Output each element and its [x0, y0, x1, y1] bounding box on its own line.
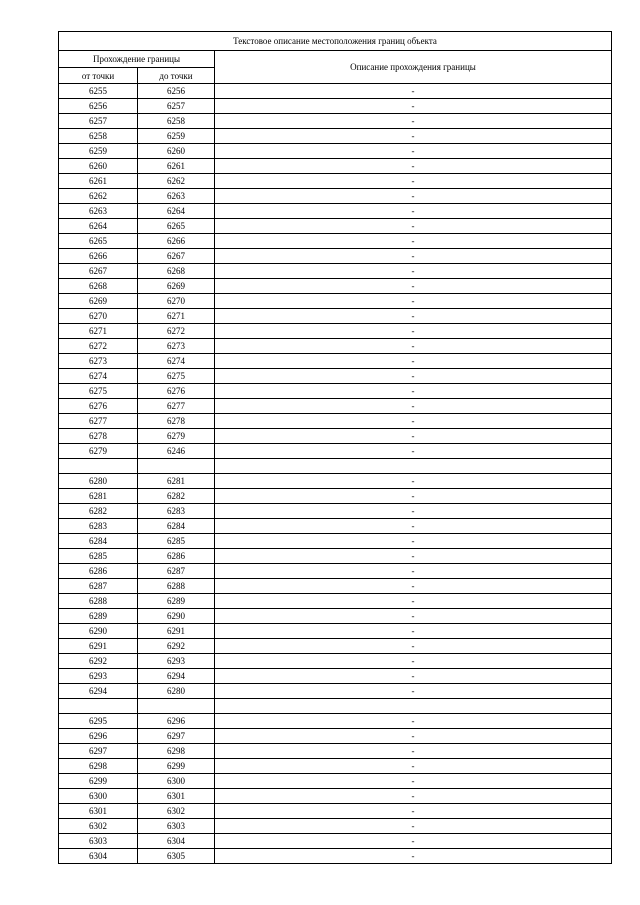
column-header-to: до точки	[138, 68, 215, 84]
cell-to-point: 6275	[138, 369, 215, 384]
boundary-table	[58, 31, 612, 864]
cell-to-point: 6292	[138, 639, 215, 654]
cell-to-point: 6272	[138, 324, 215, 339]
cell-to-point: 6297	[138, 729, 215, 744]
cell-description: -	[215, 354, 612, 369]
cell-to-point: 6267	[138, 249, 215, 264]
table-row	[59, 324, 612, 339]
cell-to-point: 6285	[138, 534, 215, 549]
cell-from-point: 6297	[59, 744, 138, 759]
cell-to-point: 6298	[138, 744, 215, 759]
cell-from-point: 6267	[59, 264, 138, 279]
cell-description: -	[215, 549, 612, 564]
table-row	[59, 474, 612, 489]
table-row	[59, 669, 612, 684]
cell-description: -	[215, 669, 612, 684]
cell-description: -	[215, 144, 612, 159]
table-row	[59, 444, 612, 459]
cell-to-point: 6260	[138, 144, 215, 159]
cell-to-point: 6270	[138, 294, 215, 309]
table-row	[59, 354, 612, 369]
table-row	[59, 204, 612, 219]
cell-from-point: 6256	[59, 99, 138, 114]
cell-to-point: 6274	[138, 354, 215, 369]
cell-to-point: 6280	[138, 684, 215, 699]
cell-from-point: 6266	[59, 249, 138, 264]
cell-from-point: 6265	[59, 234, 138, 249]
table-row	[59, 804, 612, 819]
cell-description	[215, 459, 612, 474]
cell-to-point: 6303	[138, 819, 215, 834]
cell-to-point: 6293	[138, 654, 215, 669]
cell-description: -	[215, 429, 612, 444]
cell-to-point: 6302	[138, 804, 215, 819]
cell-description: -	[215, 594, 612, 609]
cell-description: -	[215, 249, 612, 264]
cell-description: -	[215, 714, 612, 729]
table-row	[59, 609, 612, 624]
cell-to-point: 6300	[138, 774, 215, 789]
cell-description: -	[215, 369, 612, 384]
cell-description: -	[215, 174, 612, 189]
cell-description: -	[215, 99, 612, 114]
table-row	[59, 519, 612, 534]
cell-from-point: 6276	[59, 399, 138, 414]
cell-to-point: 6277	[138, 399, 215, 414]
cell-from-point: 6270	[59, 309, 138, 324]
cell-description: -	[215, 534, 612, 549]
cell-to-point: 6296	[138, 714, 215, 729]
cell-to-point: 6290	[138, 609, 215, 624]
table-row	[59, 399, 612, 414]
table-row	[59, 144, 612, 159]
cell-from-point: 6268	[59, 279, 138, 294]
cell-to-point: 6258	[138, 114, 215, 129]
cell-description: -	[215, 519, 612, 534]
cell-description: -	[215, 489, 612, 504]
cell-description: -	[215, 294, 612, 309]
cell-to-point: 6263	[138, 189, 215, 204]
table-row	[59, 429, 612, 444]
cell-from-point: 6286	[59, 564, 138, 579]
cell-to-point: 6301	[138, 789, 215, 804]
cell-description: -	[215, 399, 612, 414]
cell-to-point: 6305	[138, 849, 215, 864]
table-row	[59, 249, 612, 264]
cell-to-point: 6265	[138, 219, 215, 234]
cell-from-point: 6304	[59, 849, 138, 864]
cell-description: -	[215, 189, 612, 204]
cell-description: -	[215, 264, 612, 279]
cell-to-point: 6278	[138, 414, 215, 429]
cell-to-point: 6291	[138, 624, 215, 639]
cell-from-point	[59, 699, 138, 714]
cell-description: -	[215, 819, 612, 834]
cell-to-point: 6273	[138, 339, 215, 354]
table-row	[59, 459, 612, 474]
cell-to-point: 6257	[138, 99, 215, 114]
cell-from-point: 6277	[59, 414, 138, 429]
column-header-description: Описание прохождения границы	[215, 51, 612, 84]
table-row	[59, 714, 612, 729]
cell-description: -	[215, 639, 612, 654]
table-row	[59, 99, 612, 114]
cell-description: -	[215, 849, 612, 864]
cell-from-point: 6284	[59, 534, 138, 549]
cell-from-point: 6264	[59, 219, 138, 234]
table-row	[59, 114, 612, 129]
cell-description: -	[215, 579, 612, 594]
cell-from-point: 6274	[59, 369, 138, 384]
cell-to-point: 6266	[138, 234, 215, 249]
cell-description: -	[215, 339, 612, 354]
table-row	[59, 744, 612, 759]
table-row	[59, 849, 612, 864]
table-row	[59, 279, 612, 294]
cell-to-point: 6262	[138, 174, 215, 189]
cell-from-point: 6281	[59, 489, 138, 504]
column-group-header: Прохождение границы	[59, 51, 215, 68]
cell-description: -	[215, 474, 612, 489]
table-row	[59, 789, 612, 804]
cell-to-point: 6256	[138, 84, 215, 99]
cell-from-point: 6302	[59, 819, 138, 834]
cell-description: -	[215, 684, 612, 699]
cell-from-point: 6271	[59, 324, 138, 339]
cell-from-point: 6292	[59, 654, 138, 669]
cell-from-point	[59, 459, 138, 474]
cell-from-point: 6278	[59, 429, 138, 444]
table-row	[59, 264, 612, 279]
cell-description: -	[215, 504, 612, 519]
table-row	[59, 504, 612, 519]
cell-to-point: 6299	[138, 759, 215, 774]
cell-from-point: 6289	[59, 609, 138, 624]
table-row	[59, 309, 612, 324]
cell-to-point: 6283	[138, 504, 215, 519]
cell-from-point: 6269	[59, 294, 138, 309]
cell-to-point: 6279	[138, 429, 215, 444]
table-row	[59, 594, 612, 609]
table-row	[59, 579, 612, 594]
table-row	[59, 84, 612, 99]
table-body	[59, 84, 612, 864]
cell-from-point: 6272	[59, 339, 138, 354]
column-header-from: от точки	[59, 68, 138, 84]
table-row	[59, 639, 612, 654]
cell-to-point: 6286	[138, 549, 215, 564]
cell-to-point	[138, 699, 215, 714]
cell-description: -	[215, 309, 612, 324]
cell-to-point: 6284	[138, 519, 215, 534]
cell-from-point: 6257	[59, 114, 138, 129]
cell-description: -	[215, 804, 612, 819]
cell-from-point: 6288	[59, 594, 138, 609]
cell-description: -	[215, 564, 612, 579]
table-row	[59, 414, 612, 429]
cell-description: -	[215, 129, 612, 144]
table-row	[59, 129, 612, 144]
cell-from-point: 6293	[59, 669, 138, 684]
cell-to-point: 6287	[138, 564, 215, 579]
cell-description: -	[215, 114, 612, 129]
table-row	[59, 159, 612, 174]
cell-to-point: 6288	[138, 579, 215, 594]
table-row	[59, 174, 612, 189]
table-row	[59, 234, 612, 249]
cell-description: -	[215, 744, 612, 759]
cell-description: -	[215, 654, 612, 669]
cell-from-point: 6283	[59, 519, 138, 534]
cell-from-point: 6273	[59, 354, 138, 369]
table-row	[59, 384, 612, 399]
table-row	[59, 549, 612, 564]
cell-to-point: 6304	[138, 834, 215, 849]
cell-description: -	[215, 789, 612, 804]
cell-from-point: 6255	[59, 84, 138, 99]
table-title: Текстовое описание местоположения границ объекта	[59, 32, 612, 51]
cell-to-point: 6281	[138, 474, 215, 489]
cell-to-point: 6276	[138, 384, 215, 399]
cell-to-point: 6294	[138, 669, 215, 684]
table-row	[59, 339, 612, 354]
cell-description: -	[215, 834, 612, 849]
cell-description: -	[215, 84, 612, 99]
cell-description: -	[215, 324, 612, 339]
cell-from-point: 6294	[59, 684, 138, 699]
table-row	[59, 654, 612, 669]
cell-description: -	[215, 609, 612, 624]
cell-from-point: 6299	[59, 774, 138, 789]
cell-description: -	[215, 729, 612, 744]
cell-to-point: 6289	[138, 594, 215, 609]
cell-from-point: 6280	[59, 474, 138, 489]
table-row	[59, 294, 612, 309]
cell-from-point: 6259	[59, 144, 138, 159]
table-row	[59, 684, 612, 699]
cell-from-point: 6301	[59, 804, 138, 819]
cell-description: -	[215, 234, 612, 249]
cell-to-point: 6269	[138, 279, 215, 294]
cell-from-point: 6285	[59, 549, 138, 564]
cell-description: -	[215, 624, 612, 639]
table-row	[59, 819, 612, 834]
table-row	[59, 534, 612, 549]
cell-description: -	[215, 279, 612, 294]
table-row	[59, 189, 612, 204]
cell-description: -	[215, 204, 612, 219]
table-row	[59, 834, 612, 849]
cell-from-point: 6298	[59, 759, 138, 774]
cell-from-point: 6258	[59, 129, 138, 144]
table-row	[59, 759, 612, 774]
cell-from-point: 6287	[59, 579, 138, 594]
cell-from-point: 6300	[59, 789, 138, 804]
cell-description: -	[215, 774, 612, 789]
cell-to-point: 6282	[138, 489, 215, 504]
cell-from-point: 6303	[59, 834, 138, 849]
cell-from-point: 6291	[59, 639, 138, 654]
table-row	[59, 564, 612, 579]
cell-to-point: 6259	[138, 129, 215, 144]
cell-to-point: 6246	[138, 444, 215, 459]
cell-from-point: 6279	[59, 444, 138, 459]
cell-from-point: 6263	[59, 204, 138, 219]
table-row	[59, 369, 612, 384]
cell-to-point	[138, 459, 215, 474]
table-row	[59, 219, 612, 234]
cell-from-point: 6261	[59, 174, 138, 189]
cell-to-point: 6271	[138, 309, 215, 324]
cell-description: -	[215, 414, 612, 429]
cell-to-point: 6264	[138, 204, 215, 219]
cell-from-point: 6295	[59, 714, 138, 729]
cell-description	[215, 699, 612, 714]
table-row	[59, 729, 612, 744]
cell-from-point: 6296	[59, 729, 138, 744]
cell-from-point: 6290	[59, 624, 138, 639]
cell-description: -	[215, 759, 612, 774]
cell-to-point: 6261	[138, 159, 215, 174]
cell-to-point: 6268	[138, 264, 215, 279]
table-row	[59, 699, 612, 714]
cell-description: -	[215, 444, 612, 459]
cell-description: -	[215, 159, 612, 174]
table-row	[59, 489, 612, 504]
cell-description: -	[215, 219, 612, 234]
cell-from-point: 6282	[59, 504, 138, 519]
table-row	[59, 774, 612, 789]
cell-from-point: 6262	[59, 189, 138, 204]
cell-from-point: 6275	[59, 384, 138, 399]
cell-from-point: 6260	[59, 159, 138, 174]
table-row	[59, 624, 612, 639]
cell-description: -	[215, 384, 612, 399]
